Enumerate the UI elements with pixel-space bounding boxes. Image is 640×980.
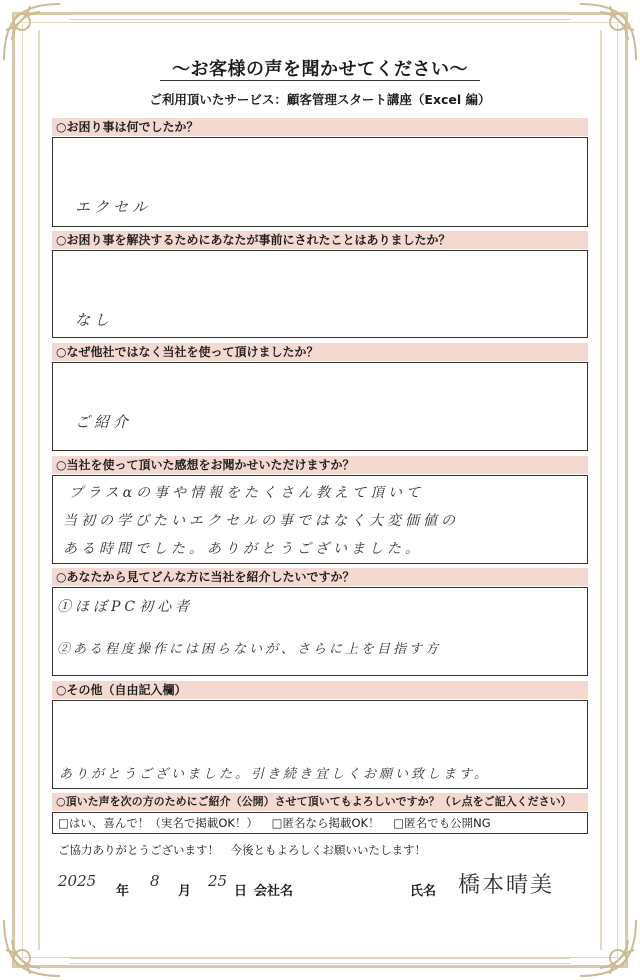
consent-option-anonymous[interactable]: □匿名なら掲載OK！ [271,816,380,830]
day-value: 25 [208,872,228,890]
page-title: ～お客様の声を聞かせてください～ [172,59,468,80]
question-4-label: ○当社を使って頂いた感想をお聞かせいただけますか？ [52,456,588,474]
answer-2-text: なし [75,311,114,329]
name-label: 氏名 [410,884,437,899]
company-label: 会社名 [254,884,294,899]
year-value: 2025 [58,872,97,890]
answer-6-line-1: ありがとうございました。引き続き宜しくお願い致します。 [59,767,490,782]
answer-5-line-1: ①ほぼPC初心者 [57,599,194,615]
answer-3-box [52,362,588,451]
corner-ornament-icon [0,916,64,980]
top-ornament-bar [70,14,570,20]
consent-options [58,815,578,831]
consent-option-real-name[interactable]: □はい、喜んで！（実名で掲載OK！） [58,816,258,830]
signature-name: 橋本晴美 [458,873,555,898]
answer-4-box [52,475,588,564]
day-label: 日 [234,884,248,899]
month-label: 月 [178,884,192,899]
question-6-label: ○その他（自由記入欄） [52,681,588,699]
thanks-message: ご協力ありがとうございます！ 今後ともよろしくお願いいたします！ [58,843,426,857]
signature-row [58,872,598,902]
answer-4-line-3: ある時間でした。ありがとうございました。 [63,541,423,557]
month-value: 8 [150,872,160,890]
answer-4-line-2: 当初の学びたいエクセルの事ではなく大変価値の [63,513,459,529]
question-2-label: ○お困り事を解決するためにあなたが事前にされたことはありましたか？ [52,231,588,249]
year-label: 年 [116,884,130,899]
title-underline [160,80,480,81]
question-5-label: ○あなたから見てどんな方に当社を紹介したいですか？ [52,568,588,586]
question-1-label: ○お困り事は何でしたか？ [52,118,588,136]
answer-1-box [52,137,588,227]
answer-3-text: ご紹介 [75,413,133,431]
consent-option-ng[interactable]: □匿名でも公開NG [393,816,491,830]
answer-4-line-1: プラスαの事や情報をたくさん教えて頂いて [69,485,425,501]
answer-1-text: エクセル [75,198,152,216]
answer-5-box [52,587,588,676]
answer-5-line-2: ②ある程度操作には困らないが、さらに上を目指す方 [57,642,442,657]
question-3-label: ○なぜ他社ではなく当社を使って頂けましたか？ [52,343,588,361]
corner-ornament-icon [576,916,640,980]
consent-question: ○頂いた声を次の方のためにご紹介（公開）させて頂いてもよろしいですか？（レ点をご記入ください） [52,793,588,811]
bottom-ornament-bar [70,958,570,964]
service-name: ご利用頂いたサービス：顧客管理スタート講座（Excel 編） [149,92,491,107]
answer-6-box [52,700,588,789]
answer-2-box [52,250,588,338]
